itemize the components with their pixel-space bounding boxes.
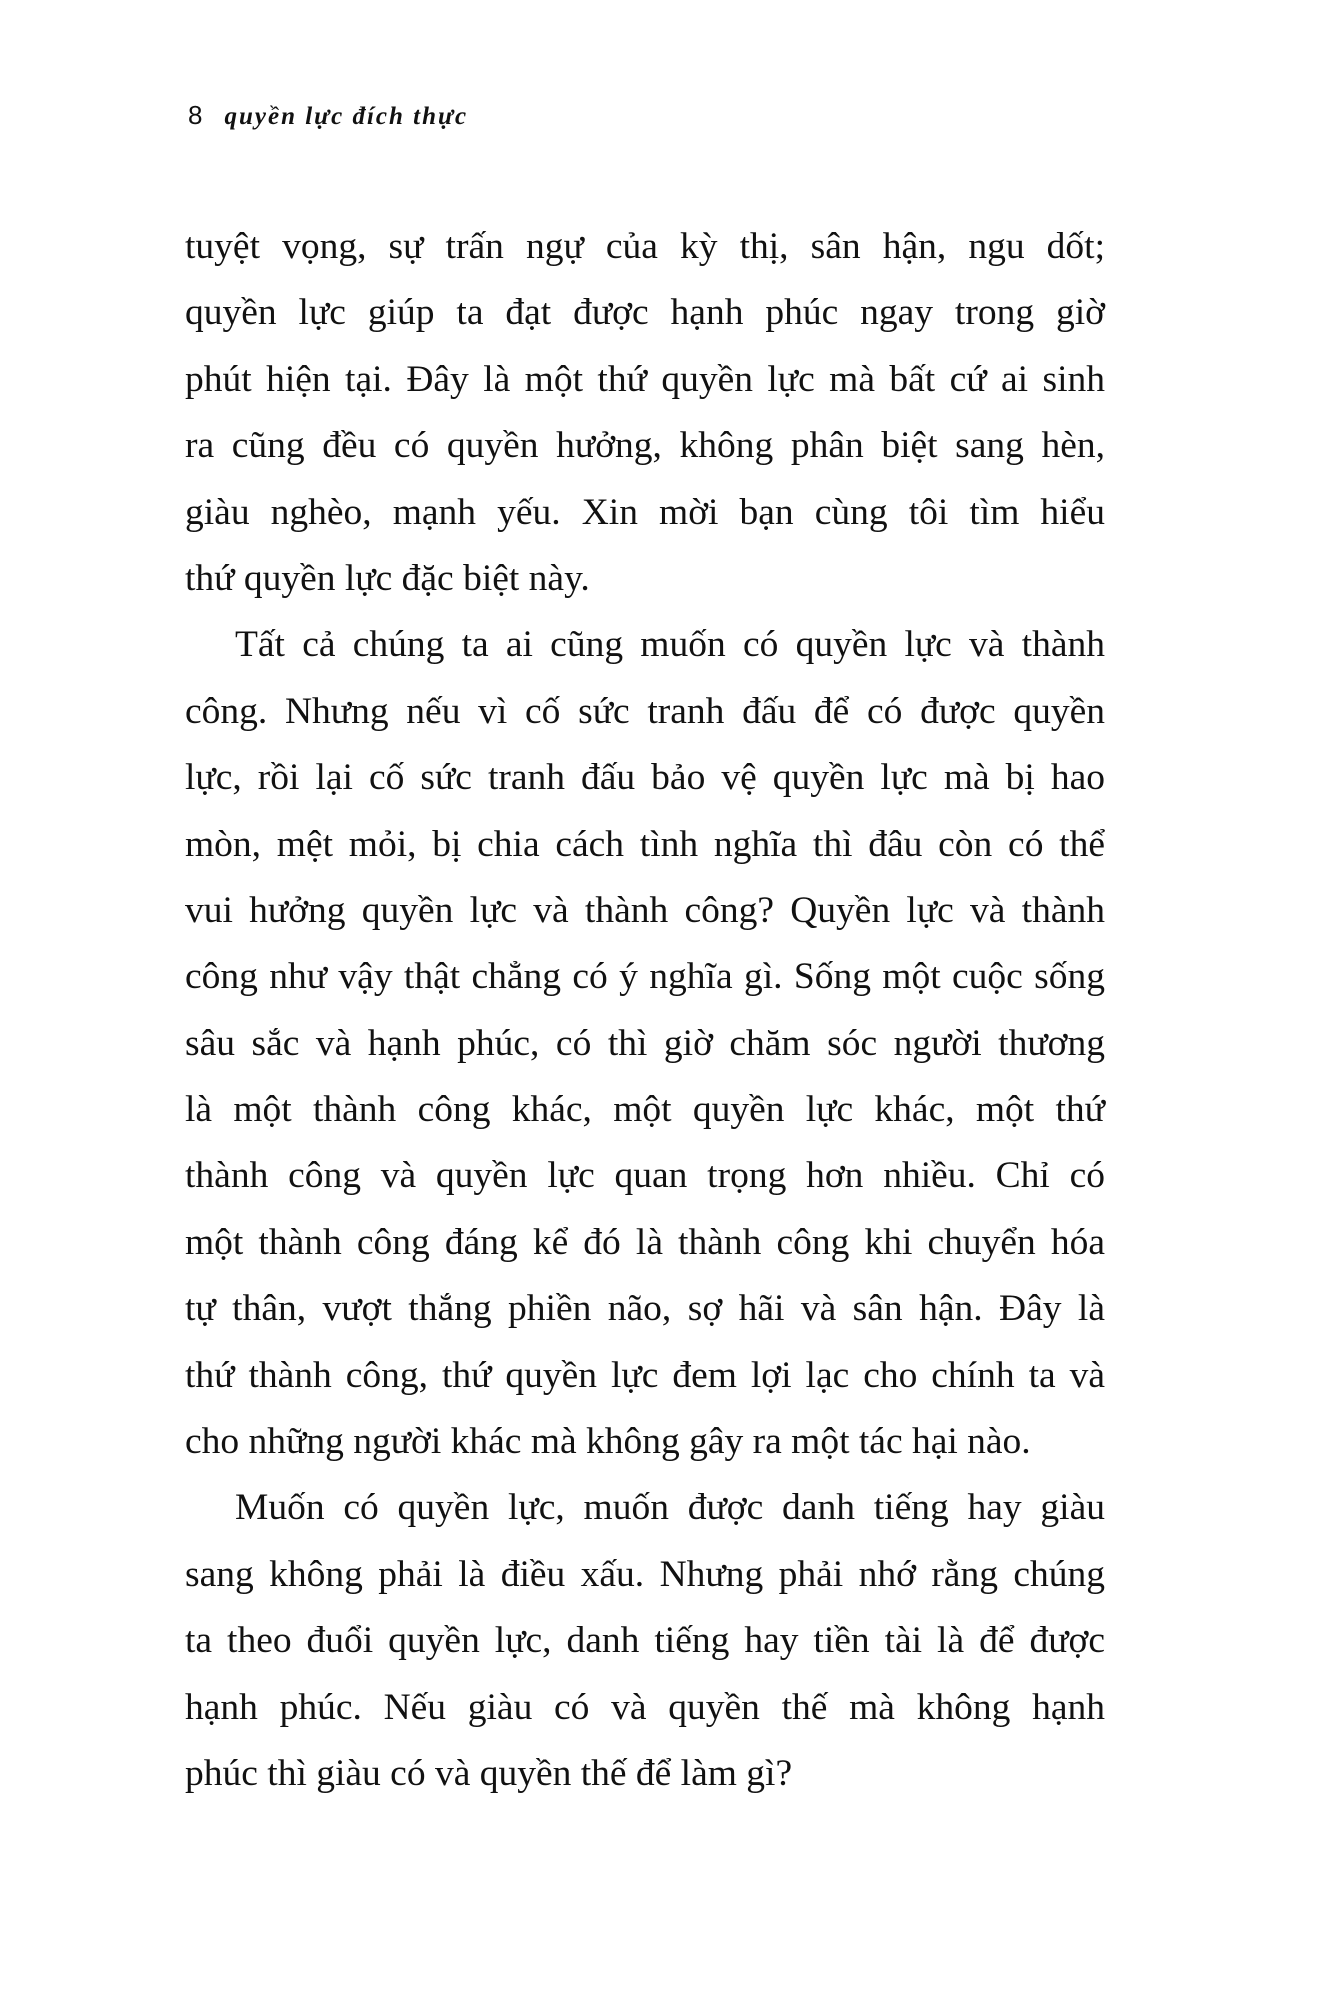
text-line: tuyệt vọng, sự trấn ngự của kỳ thị, sân hận, ngu dốt;	[185, 226, 1105, 267]
text-line: ta theo đuổi quyền lực, danh tiếng hay tiền tài là để được	[185, 1620, 1105, 1662]
text-line: thứ thành công, thứ quyền lực đem lợi lạc cho chính ta và	[185, 1354, 1105, 1396]
text-line: phút hiện tại. Đây là một thứ quyền lực mà bất cứ ai sinh	[185, 358, 1105, 400]
text-line: mòn, mệt mỏi, bị chia cách tình nghĩa thì đâu còn có thể	[185, 823, 1105, 865]
text-line: Tất cả chúng ta ai cũng muốn có quyền lực và thành	[235, 624, 1105, 666]
running-title: quyền lực đích thực	[224, 103, 469, 130]
paragraph	[185, 1475, 1105, 1807]
text-line: công như vậy thật chẳng có ý nghĩa gì. Sống một cuộc sống	[185, 956, 1105, 998]
page-number: 8	[188, 100, 203, 130]
text-line: tự thân, vượt thắng phiền não, sợ hãi và sân hận. Đây là	[185, 1288, 1105, 1330]
text-line: ra cũng đều có quyền hưởng, không phân biệt sang hèn,	[185, 425, 1105, 467]
text-line: phúc thì giàu có và quyền thế để làm gì?	[185, 1752, 793, 1794]
body-text	[185, 214, 1105, 1807]
text-line: thứ quyền lực đặc biệt này.	[185, 557, 590, 599]
text-line: vui hưởng quyền lực và thành công? Quyền lực và thành	[185, 889, 1105, 931]
text-line: cho những người khác mà không gây ra một tác hại nào.	[185, 1421, 1031, 1463]
paragraph	[185, 612, 1105, 1475]
text-line: hạnh phúc. Nếu giàu có và quyền thế mà không hạnh	[185, 1686, 1105, 1728]
text-line: công. Nhưng nếu vì cố sức tranh đấu để có được quyền	[185, 690, 1105, 732]
text-line: giàu nghèo, mạnh yếu. Xin mời bạn cùng tôi tìm hiểu	[185, 491, 1105, 533]
paragraph	[185, 214, 1105, 612]
text-line: thành công và quyền lực quan trọng hơn nhiều. Chỉ có	[185, 1155, 1105, 1197]
text-line: là một thành công khác, một quyền lực khác, một thứ	[185, 1089, 1105, 1131]
text-line: lực, rồi lại cố sức tranh đấu bảo vệ quyền lực mà bị hao	[185, 757, 1105, 799]
text-line: sâu sắc và hạnh phúc, có thì giờ chăm sóc người thương	[185, 1022, 1105, 1064]
text-line: sang không phải là điều xấu. Nhưng phải nhớ rằng chúng	[185, 1553, 1105, 1595]
text-line: Muốn có quyền lực, muốn được danh tiếng hay giàu	[235, 1487, 1105, 1529]
text-line: quyền lực giúp ta đạt được hạnh phúc ngay trong giờ	[185, 292, 1105, 334]
text-line: một thành công đáng kể đó là thành công khi chuyển hóa	[185, 1221, 1105, 1263]
running-head	[188, 100, 468, 131]
